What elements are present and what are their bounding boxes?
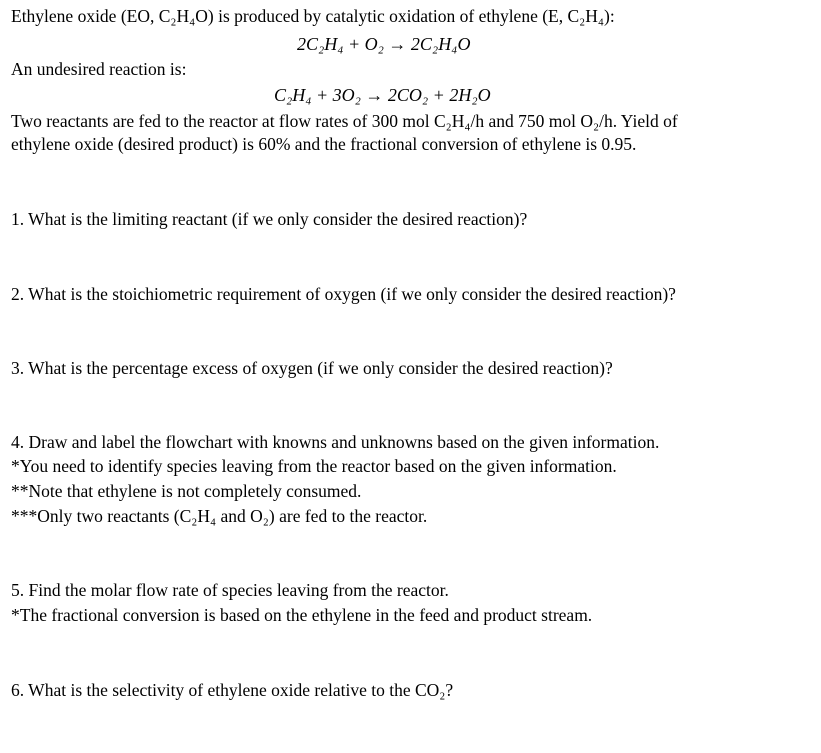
description-line-1: Two reactants are fed to the reactor at flow rates of 300 mol C₂H₄/h and 750 mol O₂/h. Yield of [11, 111, 678, 131]
question-4-note-3: ***Only two reactants (C₂H₄ and O₂) are fed to the reactor. [11, 506, 428, 526]
question-5: 5. Find the molar flow rate of species leaving from the reactor. [11, 580, 449, 600]
question-4-note-1: *You need to identify species leaving from the reactor based on the given information. [11, 456, 617, 476]
question-6: 6. What is the selectivity of ethylene oxide relative to the CO₂? [11, 680, 454, 700]
question-2: 2. What is the stoichiometric requirement of oxygen (if we only consider the desired reaction)? [11, 284, 676, 304]
intro-line: Ethylene oxide (EO, C₂H₄O) is produced by catalytic oxidation of ethylene (E, C₂H₄): [11, 6, 615, 26]
undesired-reaction-equation: C₂H₄ + 3O₂ → 2CO₂ + 2H₂O [274, 85, 491, 105]
question-1: 1. What is the limiting reactant (if we only consider the desired reaction)? [11, 209, 528, 229]
question-4: 4. Draw and label the flowchart with knowns and unknowns based on the given information. [11, 432, 660, 452]
question-4-note-2: **Note that ethylene is not completely consumed. [11, 481, 362, 501]
question-3: 3. What is the percentage excess of oxygen (if we only consider the desired reaction)? [11, 358, 613, 378]
desired-reaction-equation: 2C₂H₄ + O₂ → 2C₂H₄O [297, 34, 471, 54]
question-5-note-1: *The fractional conversion is based on the ethylene in the feed and product stream. [11, 605, 593, 625]
undesired-reaction-label: An undesired reaction is: [11, 59, 187, 79]
description-line-2: ethylene oxide (desired product) is 60% and the fractional conversion of ethylene is 0.95. [11, 134, 637, 154]
